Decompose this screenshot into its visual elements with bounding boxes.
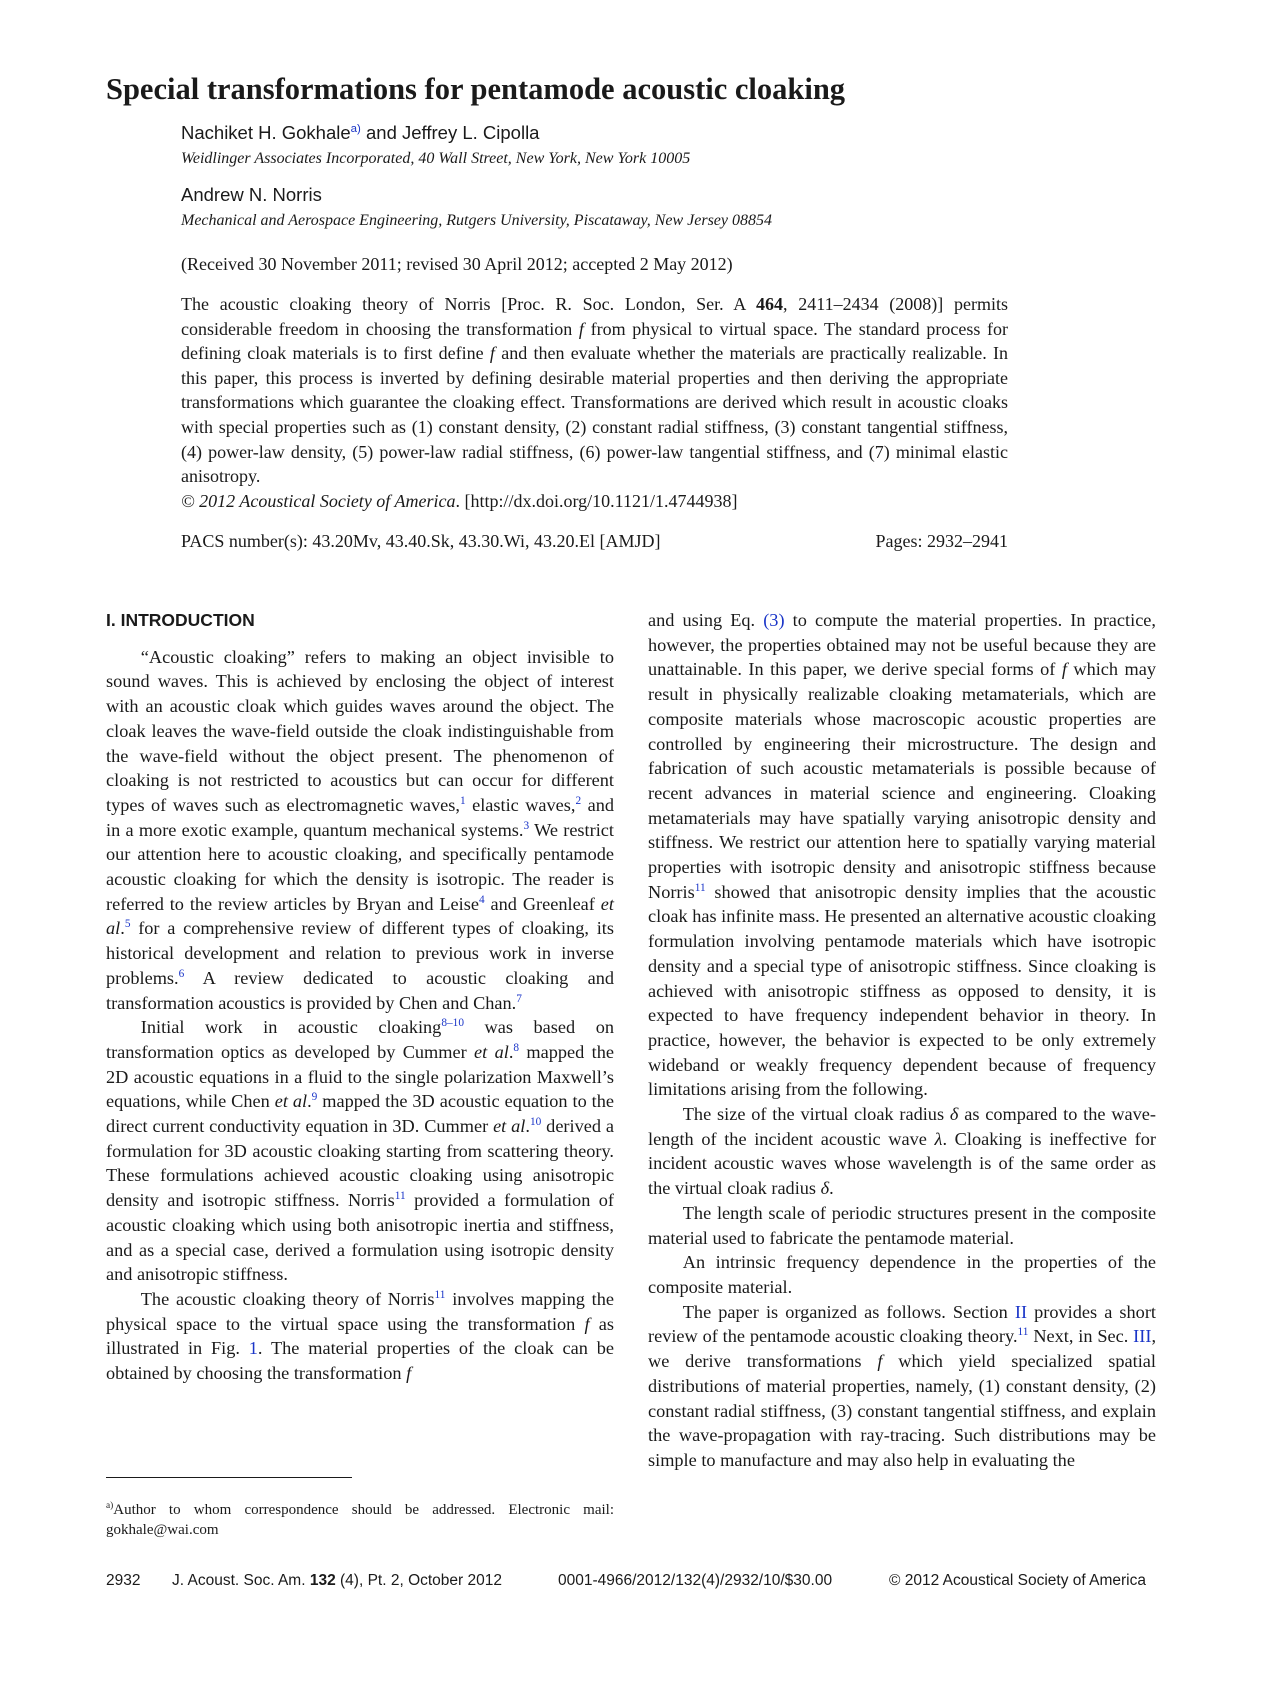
citation-link[interactable]: 1 [459,794,466,807]
paper-title: Special transformations for pentamode acoustic cloaking [106,72,846,106]
author-names: Nachiket H. Gokhale [181,122,351,143]
footnote-marker: a) [106,1501,114,1511]
citation-link[interactable]: 4 [478,893,485,906]
citation-link[interactable]: 11 [694,881,706,894]
footnote-rule [106,1477,352,1478]
pacs-line [181,531,1008,552]
pacs-numbers: PACS number(s): 43.20Mv, 43.40.Sk, 43.30.Wi, 43.20.El [AMJD] [181,531,661,551]
citation-link[interactable]: 6 [178,967,185,980]
page-range: Pages: 2932–2941 [875,531,1008,551]
paragraph-limitation-2: The length scale of periodic structures present in the composite material used to fabricate the pentamode material. [648,1202,1156,1248]
abstract [181,292,1008,513]
author-footnote-marker[interactable] [351,123,361,135]
citation-link[interactable]: 7 [516,992,522,1005]
author-line-1 [181,122,539,144]
abstract-volume: 464 [756,294,784,314]
citation-link[interactable]: 10 [529,1115,542,1128]
citation-link[interactable]: 5 [124,918,131,931]
paragraph-limitation-3: An intrinsic frequency dependence in the properties of the composite material. [648,1252,1156,1297]
journal-code: 0001-4966/2012/132(4)/2932/10/$30.00 [558,1572,833,1589]
citation-link[interactable]: 8–10 [441,1017,464,1030]
affiliation-1: Weidlinger Associates Incorporated, 40 Wall Street, New York, New York 10005 [181,150,691,167]
section-heading: I. INTRODUCTION [106,610,255,630]
abstract-text: from physical to virtual space. The standard process for defining cloak materials is to first define [181,318,1008,364]
abstract-doi: . [http://dx.doi.org/10.1121/1.4744938] [455,490,738,511]
citation-link[interactable]: 9 [311,1091,318,1104]
abstract-text: , 2411–2434 (2008)] permits considerable freedom in choosing the transformation [181,294,1008,339]
citation-link[interactable]: 11 [434,1288,446,1301]
citation-link[interactable]: 8 [513,1041,520,1054]
footnote [106,1500,614,1540]
paragraph-intro-2: Initial work in acoustic cloaking$^{8-10}$ was based on transformation optics as developed by Cummer et al.$^8$ mapped the 2D acoustic equations in a fluid to the single polarization Maxwell’s equations, while Chen et al.$^9$ mapped the 3D acoustic equation to the direct current conductivity equation in 3D. Cummer et al.$^{10}$ derived a formulation for 3D acoustic cloaking starting from scattering theory. These formulations achieved acoustic cloaking using anisotropic density and isotropic stiffness. Norris$^{11}$ provided a formulation of acoustic cloaking which using both anisotropic inertia and stiffness, and as a special case, derived a formulation using isotropic density and anisotropic stiffness. [106,1017,615,1285]
received-dates: (Received 30 November 2011; revised 30 April 2012; accepted 2 May 2012) [181,254,733,274]
section-link[interactable]: II [1014,1301,1028,1322]
paragraph-limitation-1: The size of the virtual cloak radius δ as compared to the wave-length of the incident acoustic wave λ. Cloaking is ineffective for incident acoustic waves whose wavelength is of the same order as the virtual cloak radius δ. [648,1104,1156,1199]
abstract-text: The acoustic cloaking theory of Norris [Proc. R. Soc. London, Ser. A [181,294,757,314]
page-footer [106,1572,1156,1590]
equation-link[interactable]: (3) [763,610,785,630]
footer-copyright: © 2012 Acoustical Society of America [889,1572,1146,1589]
abstract-copyright: © 2012 Acoustical Society of America [181,490,456,511]
right-column [648,608,1156,1473]
paragraph-intro-1: “Acoustic cloaking” refers to making an object invisible to sound waves. This is achieved by enclosing the object of interest with an acoustic cloak which guides waves around the object. The cloak leaves the wave-field outside the cloak indistinguishable from the wave-field without the object present. The phenomenon of cloaking is not restricted to acoustics but can occur for different types of waves such as electromagnetic waves,$^1$ elastic waves,$^2$ and in a more exotic example, quantum mechanical systems.$^3$ We restrict our attention here to acoustic cloaking, and specifically pentamode acoustic cloaking for which the density is isotropic. The reader is referred to the review articles by Bryan and Leise$^4$ and Greenleaf et al.$^5$ for a comprehensive review of different types of cloaking, its historical development and relation to previous work in inverse problems.$^6$ A review dedicated to acoustic cloaking and transformation acoustics is provided by Chen and Chan.$^7$ [106,646,615,1013]
coauthor-names: and Jeffrey L. Cipolla [360,122,540,143]
affiliation-2: Mechanical and Aerospace Engineering, Rutgers University, Piscataway, New Jersey 08854 [181,212,772,229]
citation-link[interactable]: 3 [523,819,530,832]
abstract-symbol: f [578,318,584,339]
figure-link[interactable]: 1 [248,1338,258,1359]
paragraph-intro-4: and using Eq. (3) to compute the material properties. In practice, however, the properties obtained may not be useful because they are unattainable. In this paper, we derive special forms of f which may result in physically realizable cloaking metamaterials, which are composite materials whose macroscopic acoustic properties are controlled by engineering their microstructure. The design and fabrication of such acoustic metamaterials is possible because of recent advances in material science and engineering. Cloaking metamaterials may have spatially varying anisotropic density and stiffness. We restrict our attention here to spatially varying material properties with isotropic density and anisotropic stiffness because Norris$^{11}$ showed that anisotropic density implies that the acoustic cloak has infinite mass. He presented an alternative acoustic cloaking formulation involving pentamode materials which have isotropic density and a special type of anisotropic stiffness. Since cloaking is achieved with anisotropic stiffness as opposed to density, it is expected to have frequency independent behavior in theory. In practice, however, the behavior is expected to be only extremely wideband or weakly frequency dependent because of frequency limitations arising from the following. [648,610,1156,1100]
citation-link[interactable]: 2 [575,794,582,807]
page-number: 2932 [106,1572,141,1589]
paragraph-organization: The paper is organized as follows. Section II provides a short review of the pentamode acoustic cloaking theory.$^{11}$ Next, in Sec. III, we derive transformations f which yield specialized spatial distributions of material properties, namely, (1) constant density, (2) constant radial stiffness, (3) constant tangential stiffness, and explain the wave-propagation with ray-tracing. Such distributions may be simple to manufacture and may also help in evaluating the [648,1301,1157,1470]
section-link[interactable]: III [1133,1326,1152,1347]
journal-citation: J. Acoust. Soc. Am. 132 (4), Pt. 2, October 2012 [172,1572,502,1589]
left-column [106,608,614,1386]
citation-link[interactable]: 11 [394,1190,406,1203]
abstract-text: and then evaluate whether the materials are practically realizable. In this paper, this process is inverted by defining desirable material properties and then deriving the appropriate transformations which guarantee the cloaking effect. Transformations are derived which result in acoustic cloaks with special properties such as (1) constant density, (2) constant radial stiffness, (3) constant tangential stiffness, (4) power-law density, (5) power-law radial stiffness, (6) power-law tangential stiffness, and (7) minimal elastic anisotropy. [181,343,1008,487]
citation-link[interactable]: 11 [1017,1326,1029,1339]
footnote-text: Author to whom correspondence should be addressed. Electronic mail: gokhale@wai.com [106,1502,614,1538]
paragraph-intro-3: The acoustic cloaking theory of Norris$^{11}$ involves mapping the physical space to the virtual space using the transformation f as illustrated in Fig. 1. The material properties of the cloak can be obtained by choosing the transformation f [106,1288,614,1384]
author-line-2: Andrew N. Norris [181,184,322,205]
author-footnote-link[interactable]: a) [350,122,361,135]
abstract-symbol: f [489,343,495,364]
